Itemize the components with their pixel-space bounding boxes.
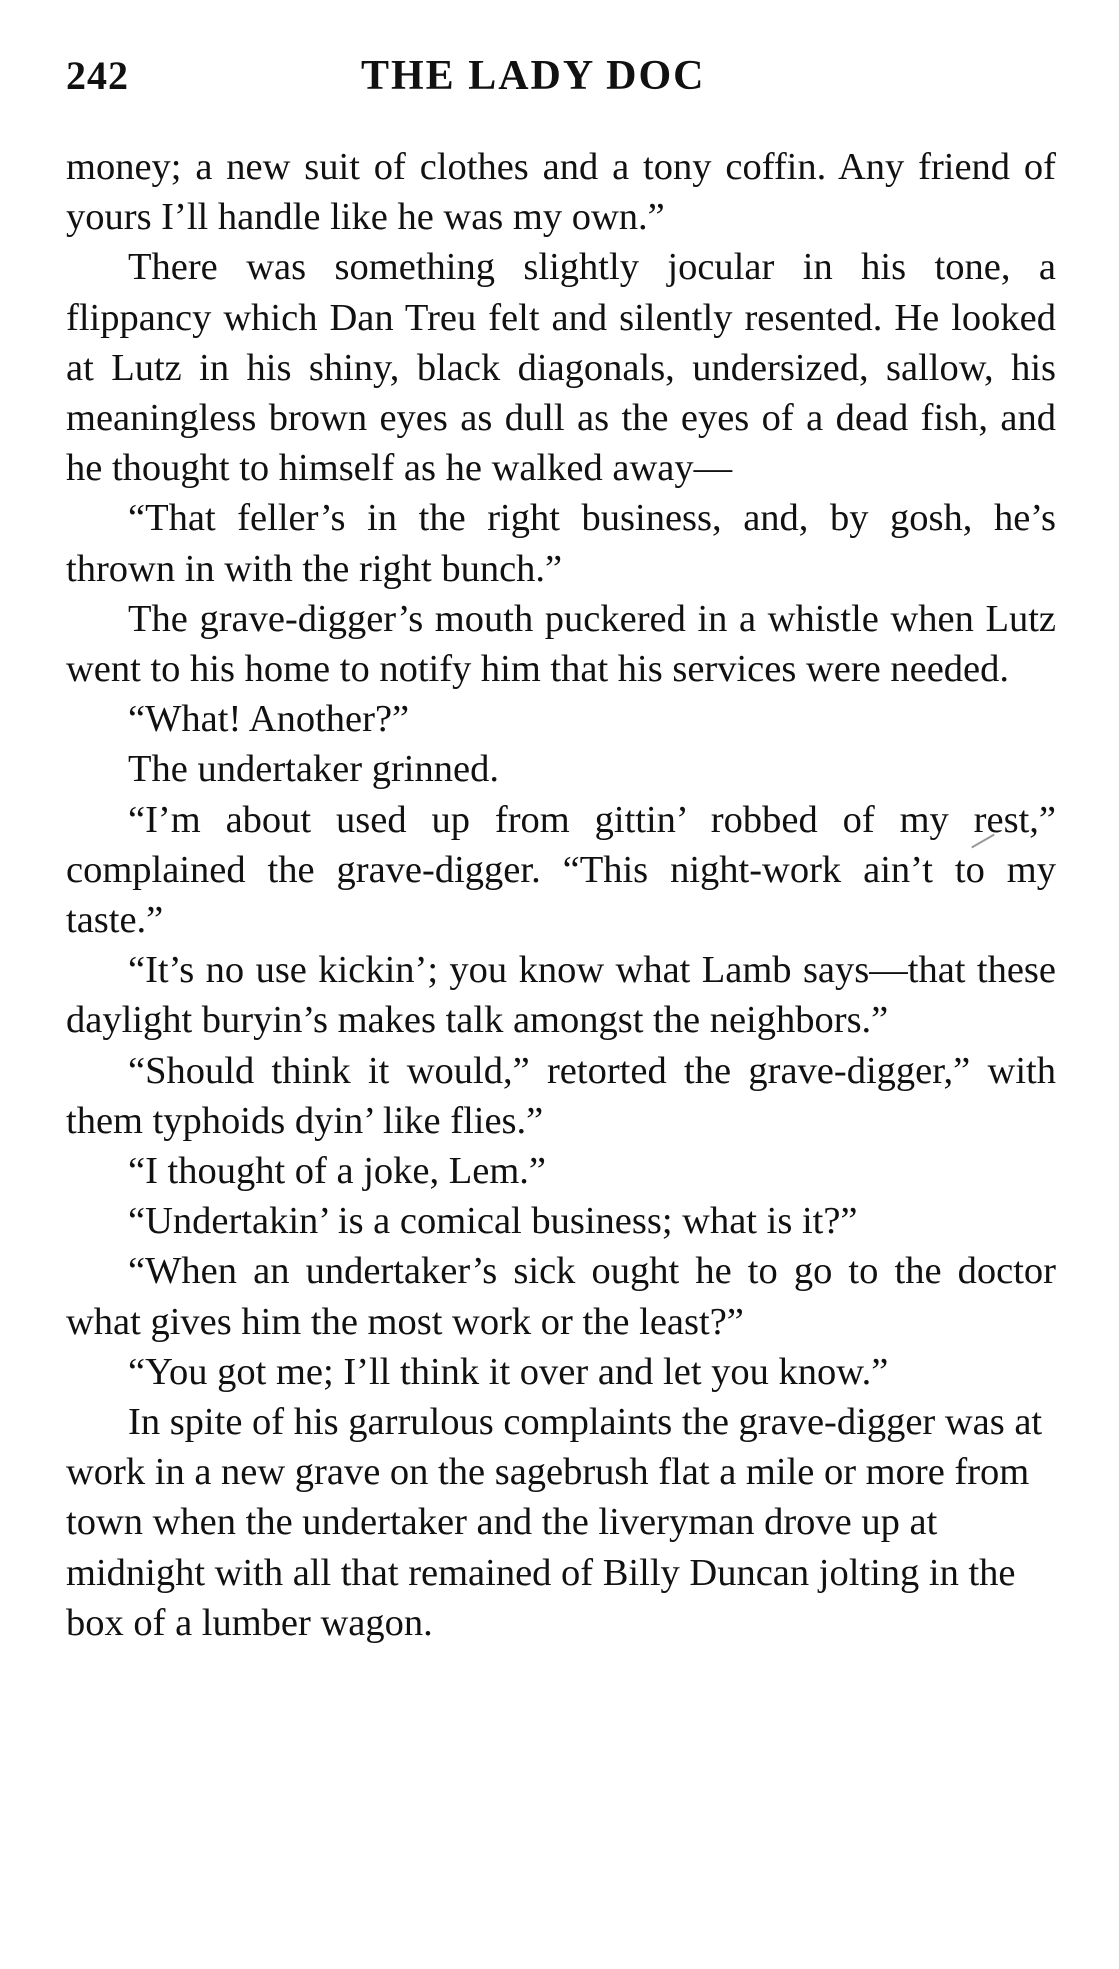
paragraph: “It’s no use kickin’; you know what Lamb says—that these daylight buryin’s makes talk amongst the neighbors.” [66, 949, 1056, 1042]
paragraph: The undertaker grinned. [128, 748, 499, 791]
paragraph: In spite of his garrulous complaints the grave-digger was at work in a new grave on the sagebrush flat a mile or more from town when the undertaker and the liveryman drove up at midnight with all that remained of Billy Duncan jolting in the box of a lumber wagon. [66, 1401, 1043, 1644]
paragraph: “That feller’s in the right business, and, by gosh, he’s thrown in with the right bunch.” [66, 497, 1056, 590]
running-title: THE LADY DOC [361, 53, 706, 99]
paragraph: There was something slightly jocular in his tone, a flippancy which Dan Treu felt and silently resented. He looked at Lutz in his shiny, black diagonals, undersized, sallow, his meaningless brown eyes as dull as the eyes of a dead fish, and he thought to himself as he walked away— [66, 246, 1056, 490]
body-text [66, 142, 1056, 1648]
paragraph: “I’m about used up from gittin’ robbed of my rest,” complained the grave-digger. “This night-work ain’t to my taste.” [66, 798, 1056, 942]
paragraph: The grave-digger’s mouth puckered in a whistle when Lutz went to his home to notify him that his services were needed. [66, 597, 1056, 691]
paragraph: money; a new suit of clothes and a tony coffin. Any friend of yours I’ll handle like he was my own.” [66, 146, 1056, 239]
page-number: 242 [66, 53, 129, 98]
paragraph: “You got me; I’ll think it over and let you know.” [128, 1350, 889, 1393]
page-header [66, 52, 1056, 112]
paragraph: “Undertakin’ is a comical business; what is it?” [128, 1200, 858, 1243]
paragraph: “I thought of a joke, Lem.” [128, 1150, 547, 1193]
paragraph: “What! Another?” [128, 698, 410, 741]
paragraph: “When an undertaker’s sick ought he to go to the doctor what gives him the most work or the least?” [66, 1250, 1056, 1343]
paragraph: “Should think it would,” retorted the grave-digger,” with them typhoids dyin’ like flies.” [66, 1049, 1056, 1142]
